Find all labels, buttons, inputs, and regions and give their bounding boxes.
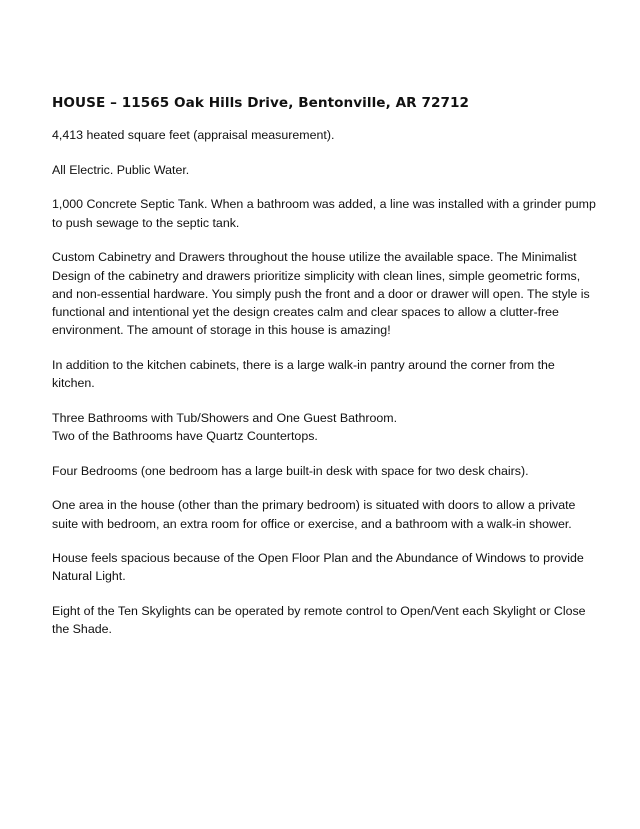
- paragraph: [52, 126, 600, 144]
- paragraph-line: 1,000 Concrete Septic Tank. When a bathroom was added, a line was installed with a grinder pump to push sewage to the septic tank.: [52, 197, 596, 230]
- paragraph: [52, 356, 600, 392]
- paragraph-line: Eight of the Ten Skylights can be operated by remote control to Open/Vent each Skylight or Close the Shade.: [52, 604, 586, 637]
- paragraph: [52, 549, 600, 585]
- paragraph-line: Two of the Bathrooms have Quartz Countertops.: [52, 428, 318, 443]
- paragraph-line: 4,413 heated square feet (appraisal measurement).: [52, 128, 335, 142]
- paragraph-line: One area in the house (other than the primary bedroom) is situated with doors to allow a private suite with bedroom, an extra room for office or exercise, and a bathroom with a walk-in shower.: [52, 498, 576, 531]
- paragraph: [52, 602, 600, 638]
- paragraph-line: Custom Cabinetry and Drawers throughout the house utilize the available space. The Minimalist Design of the cabinetry and drawers prioritize simplicity with clean lines, simple geometric forms, and non-essential hardware. You simply push the front and a door or drawer will open. The style is functional and intentional yet the design creates calm and clear spaces to allow a clutter-free environment. The amount of storage in this house is amazing!: [52, 250, 590, 338]
- paragraph: [52, 195, 600, 231]
- paragraph-line: In addition to the kitchen cabinets, there is a large walk-in pantry around the corner from the kitchen.: [52, 357, 555, 391]
- paragraph: [52, 161, 600, 179]
- paragraph-list: [52, 126, 600, 639]
- paragraph-line: All Electric. Public Water.: [52, 162, 190, 177]
- document-body: [52, 93, 600, 655]
- document-title: HOUSE – 11565 Oak Hills Drive, Bentonville, AR 72712: [52, 95, 469, 111]
- paragraph: [52, 248, 600, 339]
- paragraph-line: Four Bedrooms (one bedroom has a large built-in desk with space for two desk chairs).: [52, 463, 529, 478]
- paragraph: [52, 409, 600, 445]
- paragraph: [52, 462, 600, 480]
- paragraph: [52, 496, 600, 532]
- paragraph-line: Three Bathrooms with Tub/Showers and One Guest Bathroom.: [52, 410, 398, 425]
- paragraph-line: House feels spacious because of the Open Floor Plan and the Abundance of Windows to provide Natural Light.: [52, 551, 584, 584]
